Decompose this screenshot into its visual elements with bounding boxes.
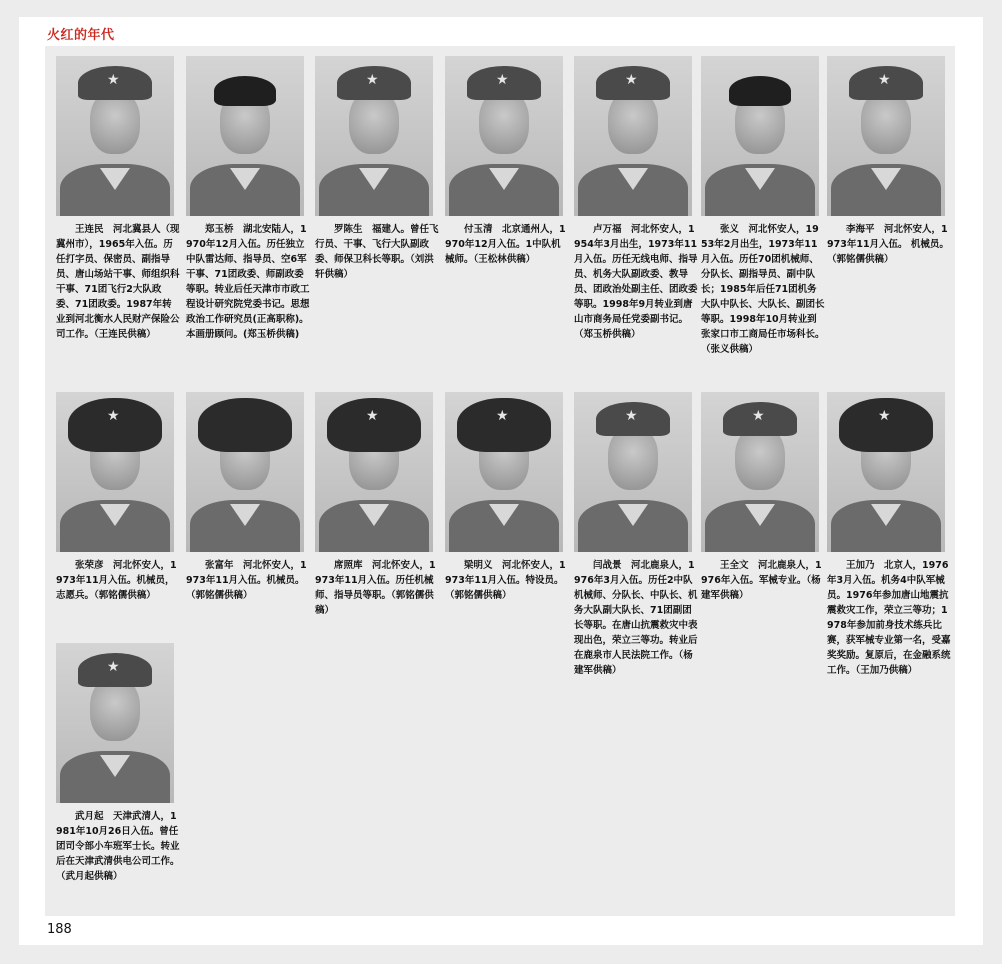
portrait-photo: [701, 56, 819, 216]
person-caption: 罗陈生 福建人。曾任飞行员、干事、飞行大队副政委、师保卫科长等职。（刘洪轩供稿）: [315, 224, 439, 280]
portrait-photo: ★: [827, 56, 945, 216]
portrait-photo: ★: [574, 392, 692, 552]
portrait-photo: ★: [56, 56, 174, 216]
portrait-photo: [186, 56, 304, 216]
person-caption: 梁明义 河北怀安人，1973年11月入伍。特设员。（郭铭儒供稿）: [445, 560, 566, 601]
section-title: 火红的年代: [47, 28, 115, 43]
portrait-photo: ★: [445, 56, 563, 216]
portrait-photo: ★: [574, 56, 692, 216]
person-caption: 武月起 天津武清人，1981年10月26日入伍。曾任团司令部小车班军士长。转业后在天津武清供电公司工作。（武月起供稿）: [56, 811, 180, 882]
person-caption: 卢万福 河北怀安人，1954年3月出生，1973年11月入伍。历任无线电师、指导员、机务大队副政委、教导员、团政治处副主任、团政委等职。1998年9月转业到唐山市商务局任党委副书记。（郑玉桥供稿）: [574, 224, 698, 340]
portrait-photo: ★: [56, 392, 174, 552]
portrait-photo: ★: [315, 392, 433, 552]
person-caption: 李海平 河北怀安人，1973年11月入伍。 机械员。（郭铭儒供稿）: [827, 224, 949, 265]
person-caption: 付玉清 北京通州人，1970年12月入伍。1中队机械师。（王松林供稿）: [445, 224, 566, 265]
person-caption: 闫战景 河北鹿泉人，1976年3月入伍。历任2中队机械师、分队长、中队长、机务大队副大队长、71团副团长等职。在唐山抗震救灾中表现出色，荣立三等功。转业后在鹿泉市人民法院工作。（杨建军供稿）: [574, 560, 698, 676]
person-caption: 张富年 河北怀安人，1973年11月入伍。机械员。（郭铭儒供稿）: [186, 560, 307, 601]
photo-panel: [45, 46, 955, 916]
page-number: 188: [47, 922, 72, 937]
portrait-photo: ★: [445, 392, 563, 552]
person-caption: 王全文 河北鹿泉人，1976年入伍。军械专业。（杨建军供稿）: [701, 560, 822, 601]
person-caption: 张荣彦 河北怀安人，1973年11月入伍。机械员，志愿兵。（郭铭儒供稿）: [56, 560, 177, 601]
person-caption: 王连民 河北冀县人（现冀州市），1965年入伍。历任打字员、保密员、副指导员、唐山场站干事、师组织科干事、71团飞行2大队政委、71团政委。1987年转业到河北衡水人民财产保险公司工作。（王连民供稿）: [56, 224, 180, 340]
portrait-photo: [186, 392, 304, 552]
person-caption: 王加乃 北京人，1976年3月入伍。机务4中队军械员。1976年参加唐山地震抗震救灾工作，荣立三等功；1978年参加前身技术练兵比赛，获军械专业第一名，受嘉奖奖励。复原后，在金融系统工作。（王加乃供稿）: [827, 560, 951, 676]
portrait-photo: ★: [701, 392, 819, 552]
person-caption: 席照库 河北怀安人，1973年11月入伍。历任机械师、指导员等职。（郭铭儒供稿）: [315, 560, 436, 616]
portrait-photo: ★: [56, 643, 174, 803]
person-caption: 郑玉桥 湖北安陆人，1970年12月入伍。历任独立中队雷达师、指导员、空6军干事、71团政委、师副政委等职。转业后任天津市市政工程设计研究院党委书记。思想政治工作研究员(正高职称)。本画册顾问。(郑玉桥供稿): [186, 224, 310, 340]
person-caption: 张义 河北怀安人，1953年2月出生，1973年11月入伍。历任70团机械师、分队长、副指导员、副中队长；1985年后任71团机务大队中队长、大队长、副团长等职。1998年10月转业到张家口市工商局任市场科长。（张义供稿）: [701, 224, 825, 355]
portrait-photo: ★: [827, 392, 945, 552]
portrait-photo: ★: [315, 56, 433, 216]
album-page: [19, 17, 983, 945]
